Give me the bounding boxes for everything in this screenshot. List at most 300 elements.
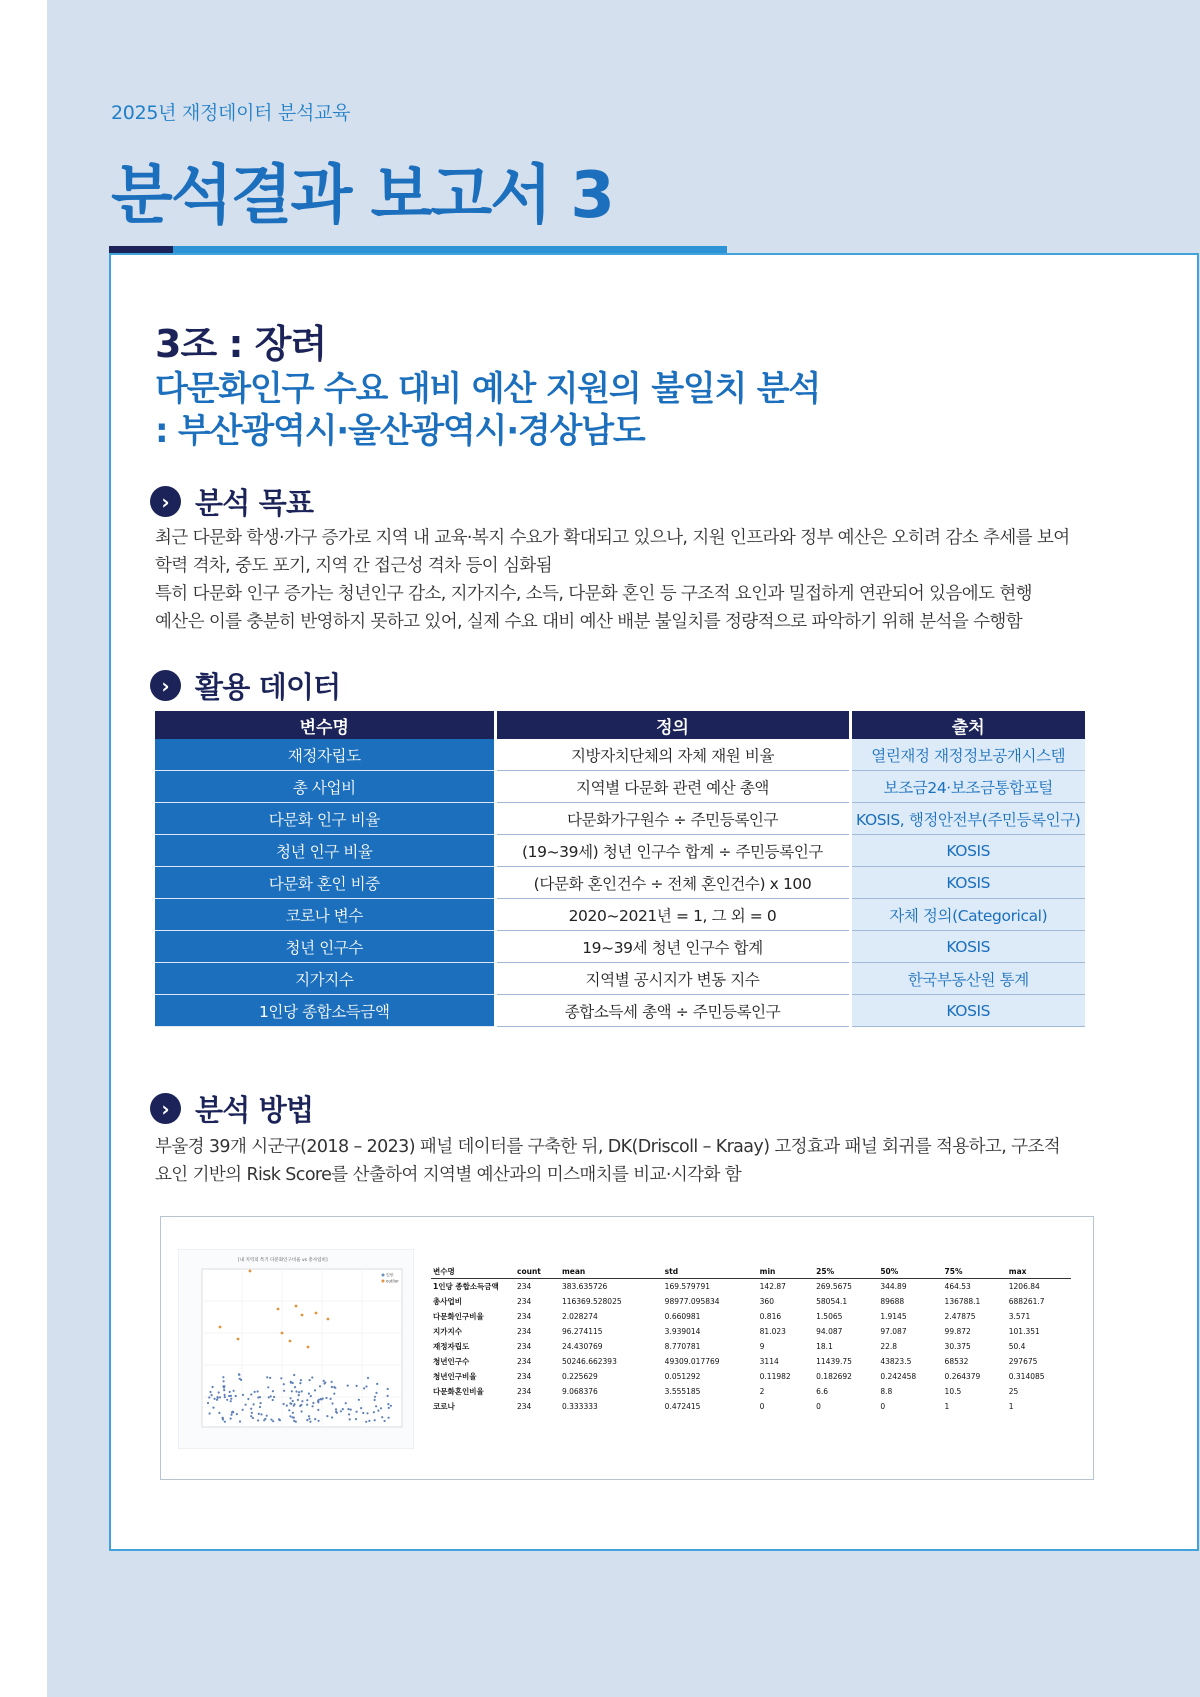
stats-value: 383.635726: [561, 1282, 608, 1291]
scatter-point: [272, 1399, 274, 1401]
scatter-point: [266, 1415, 268, 1417]
stats-value: 464.53: [944, 1282, 971, 1291]
descriptive-stats-table: [431, 1265, 1071, 1414]
scatter-point: [300, 1379, 302, 1381]
goal-line: 학력 격차, 중도 포기, 지역 간 접근성 격차 등이 심화됨: [155, 556, 552, 576]
scatter-point: [228, 1395, 230, 1397]
scatter-point: [216, 1399, 218, 1401]
stats-value: 0: [816, 1402, 821, 1411]
scatter-point: [283, 1390, 285, 1392]
scatter-point: [323, 1380, 325, 1382]
scatter-title: [내 지역의 특기 다문화인구비율 vs 총사업비]: [238, 1258, 328, 1263]
scatter-point: [374, 1399, 376, 1401]
analysis-figure: [160, 1216, 1094, 1480]
scatter-point: [390, 1405, 392, 1407]
variable-name: 재정자립도: [155, 739, 495, 771]
stats-value: 234: [517, 1387, 532, 1396]
section-method-text: [155, 1133, 1125, 1189]
stats-row: [431, 1384, 1071, 1399]
scatter-point: [375, 1392, 377, 1394]
stats-value: 169.579791: [664, 1282, 711, 1291]
scatter-point: [388, 1417, 390, 1419]
scatter-point: [308, 1418, 310, 1420]
variable-definition: (다문화 혼인건수 ÷ 전체 혼인건수) x 100: [495, 867, 850, 899]
scatter-point: [347, 1385, 349, 1387]
scatter-point: [380, 1407, 382, 1409]
scatter-point: [229, 1391, 231, 1393]
stats-column-header: 50%: [878, 1265, 942, 1279]
scatter-point: [222, 1376, 224, 1378]
scatter-point: [387, 1388, 389, 1390]
stats-value: 0.051292: [664, 1372, 701, 1381]
scatter-point: [263, 1419, 265, 1421]
table-row: [155, 771, 1085, 803]
scatter-point: [297, 1399, 299, 1401]
variable-definition: 지방자치단체의 자체 재원 비율: [495, 739, 850, 771]
stats-value: 97.087: [880, 1327, 907, 1336]
stats-row: [431, 1369, 1071, 1384]
scatter-point: [306, 1404, 308, 1406]
scatter-point: [308, 1415, 310, 1417]
stats-value: 98977.095834: [664, 1297, 720, 1306]
scatter-point: [218, 1412, 220, 1414]
scatter-point: [267, 1386, 269, 1388]
section-goal-text: [155, 524, 1125, 636]
scatter-point: [289, 1402, 291, 1404]
section-goal-header: [150, 481, 313, 522]
scatter-outlier-point: [289, 1340, 292, 1343]
stats-value: 360: [759, 1297, 774, 1306]
stats-value: 0.333333: [561, 1402, 598, 1411]
scatter-point: [239, 1378, 241, 1380]
page-title: 분석결과 보고서 3: [111, 159, 613, 233]
scatter-outlier-point: [301, 1314, 304, 1317]
table-row: [155, 899, 1085, 931]
scatter-point: [331, 1402, 333, 1404]
stats-column-header: max: [1007, 1265, 1071, 1279]
stats-value: 49309.017769: [664, 1357, 720, 1366]
stats-value: 58054.1: [816, 1297, 848, 1306]
stats-value: 2.47875: [944, 1312, 976, 1321]
scatter-point: [347, 1408, 349, 1410]
scatter-point: [226, 1399, 228, 1401]
scatter-point: [230, 1400, 232, 1402]
scatter-point: [306, 1419, 308, 1421]
scatter-point: [300, 1404, 302, 1406]
scatter-point: [257, 1390, 259, 1392]
stats-value: 81.023: [759, 1327, 786, 1336]
section-data-header: [150, 665, 340, 706]
stats-value: 99.872: [944, 1327, 971, 1336]
table-row: [155, 835, 1085, 867]
scatter-point: [286, 1405, 288, 1407]
scatter-point: [292, 1400, 294, 1402]
scatter-point: [356, 1411, 358, 1413]
document-subtitle: 2025년 재정데이터 분석교육: [111, 102, 351, 124]
stats-value: 234: [517, 1282, 532, 1291]
variable-source: KOSIS: [850, 995, 1085, 1027]
scatter-outlier-point: [219, 1326, 222, 1329]
table-row: [155, 931, 1085, 963]
scatter-plot: [178, 1249, 414, 1449]
scatter-point: [333, 1393, 335, 1395]
section-data-title: 활용 데이터: [195, 670, 341, 704]
variable-name: 청년 인구 비율: [155, 835, 495, 867]
scatter-outlier-point: [327, 1318, 330, 1321]
scatter-point: [273, 1396, 275, 1398]
scatter-point: [209, 1391, 211, 1393]
variable-definition: 종합소득세 총액 ÷ 주민등록인구: [495, 995, 850, 1027]
scatter-outlier-point: [249, 1270, 252, 1273]
topic-line-1: 다문화인구 수요 대비 예산 지원의 불일치 분석: [155, 369, 821, 409]
scatter-point: [314, 1418, 316, 1420]
section-method-title: 분석 방법: [195, 1093, 314, 1127]
stats-variable-name: 총사업비: [433, 1297, 462, 1306]
stats-row: [431, 1324, 1071, 1339]
stats-value: 0.314085: [1008, 1372, 1045, 1381]
scatter-point: [258, 1413, 260, 1415]
team-label: 3조 : 장려: [155, 322, 327, 366]
scatter-point: [242, 1409, 244, 1411]
scatter-point: [217, 1396, 219, 1398]
scatter-point: [295, 1390, 297, 1392]
column-header: 출처: [850, 711, 1085, 739]
scatter-point: [280, 1377, 282, 1379]
scatter-outlier-point: [295, 1305, 298, 1308]
stats-value: 0.225629: [561, 1372, 598, 1381]
scatter-point: [373, 1411, 375, 1413]
scatter-point: [387, 1395, 389, 1397]
scatter-point: [318, 1420, 320, 1422]
scatter-point: [363, 1387, 365, 1389]
stats-value: 116369.528025: [561, 1297, 622, 1306]
scatter-point: [360, 1407, 362, 1409]
scatter-point: [233, 1390, 235, 1392]
scatter-point: [218, 1391, 220, 1393]
chevron-right-icon: ›: [150, 670, 181, 701]
scatter-point: [257, 1419, 259, 1421]
scatter-point: [272, 1420, 274, 1422]
scatter-point: [247, 1398, 249, 1400]
scatter-point: [252, 1417, 254, 1419]
scatter-point: [323, 1382, 325, 1384]
table-row: [155, 803, 1085, 835]
topic-title: [155, 368, 820, 452]
scatter-point: [314, 1389, 316, 1391]
stats-row: [431, 1294, 1071, 1309]
stats-value: 10.5: [944, 1387, 962, 1396]
table-header-row: [155, 711, 1085, 739]
goal-line: 최근 다문화 학생·가구 증가로 지역 내 교육·복지 수요가 확대되고 있으나, 지원 인프라와 정부 예산은 오히려 감소 추세를 보여: [155, 528, 1070, 548]
scatter-point: [335, 1408, 337, 1410]
stats-value: 8.770781: [664, 1342, 701, 1351]
variable-definition: 19~39세 청년 인구수 합계: [495, 931, 850, 963]
scatter-point: [283, 1403, 285, 1405]
stats-value: 0.242458: [880, 1372, 917, 1381]
scatter-point: [272, 1390, 274, 1392]
scatter-point: [331, 1416, 333, 1418]
scatter-point: [312, 1402, 314, 1404]
variable-name: 다문화 인구 비율: [155, 803, 495, 835]
scatter-point: [290, 1382, 292, 1384]
scatter-point: [260, 1402, 262, 1404]
variable-source: KOSIS: [850, 867, 1085, 899]
scatter-outlier-point: [277, 1308, 280, 1311]
scatter-point: [224, 1394, 226, 1396]
scatter-point: [292, 1416, 294, 1418]
scatter-point: [355, 1418, 357, 1420]
stats-row: [431, 1339, 1071, 1354]
stats-value: 43823.5: [880, 1357, 912, 1366]
variable-source: KOSIS: [850, 931, 1085, 963]
scatter-point: [242, 1394, 244, 1396]
stats-value: 234: [517, 1357, 532, 1366]
variable-definition: 지역별 공시지가 변동 지수: [495, 963, 850, 995]
table-row: [155, 739, 1085, 771]
stats-variable-name: 지가지수: [433, 1327, 462, 1336]
section-goal-title: 분석 목표: [195, 486, 314, 520]
scatter-point: [251, 1412, 253, 1414]
scatter-point: [291, 1390, 293, 1392]
variables-table: [155, 711, 1085, 1027]
scatter-outlier-point: [307, 1346, 310, 1349]
stats-row: [431, 1399, 1071, 1414]
stats-value: 234: [517, 1312, 532, 1321]
scatter-point: [266, 1376, 268, 1378]
stats-value: 234: [517, 1297, 532, 1306]
legend-normal: 일반: [386, 1272, 394, 1278]
stats-value: 0: [759, 1402, 765, 1411]
scatter-outlier-point: [315, 1312, 318, 1315]
stats-column-header: std: [663, 1265, 758, 1279]
stats-value: 18.1: [816, 1342, 833, 1351]
scatter-point: [259, 1396, 261, 1398]
scatter-point: [319, 1385, 321, 1387]
scatter-point: [298, 1394, 300, 1396]
scatter-point: [348, 1413, 350, 1415]
stats-column-header: 변수명: [431, 1265, 515, 1279]
scatter-point: [295, 1421, 297, 1423]
stats-value: 0.182692: [816, 1372, 852, 1381]
stats-value: 0.472415: [664, 1402, 701, 1411]
scatter-point: [270, 1395, 272, 1397]
scatter-point: [374, 1419, 376, 1421]
scatter-point: [219, 1396, 221, 1398]
scatter-point: [292, 1412, 294, 1414]
scatter-point: [367, 1377, 369, 1379]
stats-variable-name: 1인당 종합소득금액: [433, 1282, 499, 1291]
scatter-point: [208, 1396, 210, 1398]
scatter-point: [320, 1398, 322, 1400]
scatter-point: [250, 1415, 252, 1417]
scatter-point: [223, 1389, 225, 1391]
scatter-point: [308, 1393, 310, 1395]
variable-definition: (19~39세) 청년 인구수 합계 ÷ 주민등록인구: [495, 835, 850, 867]
stats-variable-name: 다문화혼인비율: [433, 1387, 484, 1396]
scatter-point: [230, 1398, 232, 1400]
scatter-point: [342, 1408, 344, 1410]
scatter-point: [388, 1407, 390, 1409]
scatter-point: [212, 1407, 214, 1409]
table-row: [155, 995, 1085, 1027]
stats-value: 25: [1008, 1387, 1019, 1396]
stats-value: 0.660981: [664, 1312, 701, 1321]
stats-value: 6.6: [816, 1387, 829, 1396]
scatter-point: [230, 1418, 232, 1420]
stats-variable-name: 청년인구비율: [433, 1372, 477, 1381]
scatter-point: [298, 1391, 300, 1393]
scatter-point: [312, 1405, 314, 1407]
scatter-point: [270, 1419, 272, 1421]
scatter-point: [253, 1403, 255, 1405]
scatter-point: [293, 1403, 295, 1405]
scatter-point: [254, 1391, 256, 1393]
scatter-point: [207, 1402, 209, 1404]
stats-value: 50.4: [1008, 1342, 1026, 1351]
scatter-point: [335, 1411, 337, 1413]
scatter-point: [334, 1387, 336, 1389]
variable-definition: 다문화가구원수 ÷ 주민등록인구: [495, 803, 850, 835]
stats-value: 22.8: [880, 1342, 898, 1351]
variable-source: KOSIS: [850, 835, 1085, 867]
variable-definition: 2020~2021년 = 1, 그 외 = 0: [495, 899, 850, 931]
scatter-point: [375, 1405, 377, 1407]
stats-value: 3114: [759, 1357, 779, 1366]
scatter-point: [238, 1374, 240, 1376]
scatter-point: [317, 1409, 319, 1411]
stats-value: 234: [517, 1402, 532, 1411]
stats-value: 96.274115: [561, 1327, 603, 1336]
scatter-point: [331, 1386, 333, 1388]
scatter-point: [299, 1382, 301, 1384]
variable-source: KOSIS, 행정안전부(주민등록인구): [850, 803, 1085, 835]
section-method-header: [150, 1088, 313, 1129]
stats-column-header: 25%: [814, 1265, 878, 1279]
scatter-point: [236, 1413, 238, 1415]
scatter-point: [268, 1396, 270, 1398]
stats-value: 68532: [944, 1357, 969, 1366]
scatter-point: [345, 1402, 347, 1404]
column-header: 변수명: [155, 711, 495, 739]
stats-row: [431, 1354, 1071, 1369]
chevron-right-icon: ›: [150, 1093, 181, 1124]
scatter-point: [283, 1383, 285, 1385]
scatter-point: [309, 1379, 311, 1381]
scatter-point: [365, 1421, 367, 1423]
variable-name: 코로나 변수: [155, 899, 495, 931]
table-row: [155, 963, 1085, 995]
scatter-point: [230, 1414, 232, 1416]
stats-value: 142.87: [759, 1282, 786, 1291]
goal-line: 특히 다문화 인구 증가는 청년인구 감소, 지가지수, 소득, 다문화 혼인 등 구조적 요인과 밀접하게 연관되어 있음에도 현행: [155, 584, 1032, 604]
stats-value: 1.5065: [816, 1312, 843, 1321]
scatter-outlier-point: [237, 1338, 240, 1341]
scatter-outlier-point: [281, 1332, 284, 1335]
scatter-point: [288, 1409, 290, 1411]
scatter-point: [269, 1377, 271, 1379]
scatter-point: [358, 1399, 360, 1401]
goal-line: 예산은 이를 충분히 반영하지 못하고 있어, 실제 수요 대비 예산 배분 불일치를 정량적으로 파악하기 위해 분석을 수행함: [155, 612, 1023, 632]
scatter-point: [278, 1418, 280, 1420]
stats-variable-name: 다문화인구비율: [433, 1312, 484, 1321]
stats-value: 1206.84: [1008, 1282, 1040, 1291]
scatter-point: [212, 1386, 214, 1388]
stats-column-header: 75%: [943, 1265, 1007, 1279]
scatter-point: [209, 1412, 211, 1414]
stats-value: 688261.7: [1008, 1297, 1045, 1306]
scatter-point: [362, 1412, 364, 1414]
stats-row: [431, 1279, 1071, 1295]
variable-definition: 지역별 다문화 관련 예산 총액: [495, 771, 850, 803]
stats-value: 3.571: [1008, 1312, 1031, 1321]
stats-value: 2: [759, 1387, 765, 1396]
stats-value: 234: [517, 1342, 532, 1351]
stats-value: 0.11982: [759, 1372, 791, 1381]
scatter-point: [214, 1398, 216, 1400]
scatter-point: [317, 1401, 319, 1403]
stats-value: 30.375: [944, 1342, 971, 1351]
scatter-point: [340, 1410, 342, 1412]
stats-value: 3.555185: [664, 1387, 701, 1396]
stats-column-header: min: [758, 1265, 814, 1279]
scatter-point: [309, 1421, 311, 1423]
method-line: 부울경 39개 시군구(2018 – 2023) 패널 데이터를 구축한 뒤, DK(Driscoll – Kraay) 고정효과 패널 회귀를 적용하고, 구조적: [155, 1137, 1061, 1157]
scatter-point: [331, 1381, 333, 1383]
stats-value: 1: [944, 1402, 950, 1411]
stats-value: 1.9145: [880, 1312, 907, 1321]
scatter-point: [350, 1409, 352, 1411]
stats-value: 0.816: [759, 1312, 782, 1321]
chevron-right-icon: ›: [150, 486, 181, 517]
stats-value: 24.430769: [561, 1342, 603, 1351]
scatter-point: [289, 1415, 291, 1417]
stats-header-row: [431, 1265, 1071, 1279]
legend-outlier: outlier: [386, 1278, 399, 1284]
stats-value: 8.8: [880, 1387, 893, 1396]
scatter-point: [387, 1403, 389, 1405]
method-line: 요인 기반의 Risk Score를 산출하여 지역별 예산과의 미스매치를 비교·시각화 함: [155, 1165, 742, 1185]
stats-value: 234: [517, 1327, 532, 1336]
stats-value: 234: [517, 1372, 532, 1381]
scatter-point: [301, 1390, 303, 1392]
scatter-point: [376, 1383, 378, 1385]
variable-source: 보조금24·보조금통합포털: [850, 771, 1085, 803]
scatter-point: [330, 1398, 332, 1400]
scatter-point: [301, 1410, 303, 1412]
scatter-point: [223, 1380, 225, 1382]
stats-value: 0.264379: [944, 1372, 981, 1381]
scatter-point: [368, 1420, 370, 1422]
scatter-point: [250, 1408, 252, 1410]
scatter-point: [311, 1376, 313, 1378]
scatter-point: [250, 1393, 252, 1395]
scatter-point: [290, 1397, 292, 1399]
variable-name: 총 사업비: [155, 771, 495, 803]
scatter-point: [365, 1385, 367, 1387]
stats-variable-name: 코로나: [433, 1402, 455, 1411]
stats-value: 11439.75: [816, 1357, 852, 1366]
scatter-point: [224, 1396, 226, 1398]
scatter-point: [306, 1399, 308, 1401]
scatter-point: [239, 1420, 241, 1422]
variable-name: 청년 인구수: [155, 931, 495, 963]
table-row: [155, 867, 1085, 899]
scatter-point: [326, 1415, 328, 1417]
stats-value: 9.068376: [561, 1387, 598, 1396]
variable-source: 자체 정의(Categorical): [850, 899, 1085, 931]
scatter-point: [322, 1398, 324, 1400]
scatter-point: [293, 1374, 295, 1376]
